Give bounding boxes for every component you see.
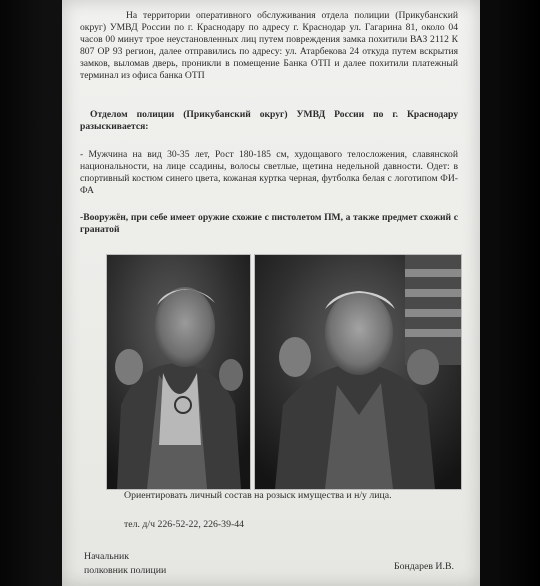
wanted-heading: Отделом полиции (Прикубанский округ) УМВД России по г. Краснодару разыскивается:: [80, 109, 458, 133]
document-sheet: [62, 0, 480, 586]
orientation-line: Ориентировать личный состав на розыск имущества и н/у лица.: [124, 490, 392, 501]
suspect-photo-left: [106, 254, 251, 490]
incident-paragraph: На территории оперативного обслуживания отдела полиции (Прикубанский округ) УМВД России по г. Краснодару по адресу г. Краснодар ул. Гагарина 81, около 04 часов 00 минут трое неустановленных лиц путем повреждения замка похитили ВАЗ 2112 К 807 ОР 93 регион, далее отправились по адресу: ул. Атарбекова 24 откуда путем вскрытия замков, выломав дверь, проникли в помещение Банка ОТП и далее похитили платежный терминал из офиса банка ОТП: [80, 10, 458, 82]
armed-warning: -Вооружён, при себе имеет оружие схожие с пистолетом ПМ, а также предмет схожий с гранатой: [80, 212, 458, 236]
signature-rank: полковник полиции: [84, 565, 167, 576]
signature-name: Бондарев И.В.: [394, 561, 454, 572]
phone-numbers: тел. д/ч 226-52-22, 226-39-44: [124, 519, 245, 530]
suspect-photo-right: [254, 254, 462, 490]
signature-position: Начальник: [84, 551, 129, 562]
suspect-photo-right-image: [255, 255, 461, 489]
suspect-photo-left-image: [107, 255, 250, 489]
suspect-description: - Мужчина на вид 30-35 лет, Рост 180-185 см, худощавого телосложения, славянской национальности, на лице ссадины, волосы светлые, щетина недельной давности. Одет: в спортивный костюм синего цвета, кожаная куртка черная, футболка белая с логотипом ФИ-ФА: [80, 149, 458, 197]
